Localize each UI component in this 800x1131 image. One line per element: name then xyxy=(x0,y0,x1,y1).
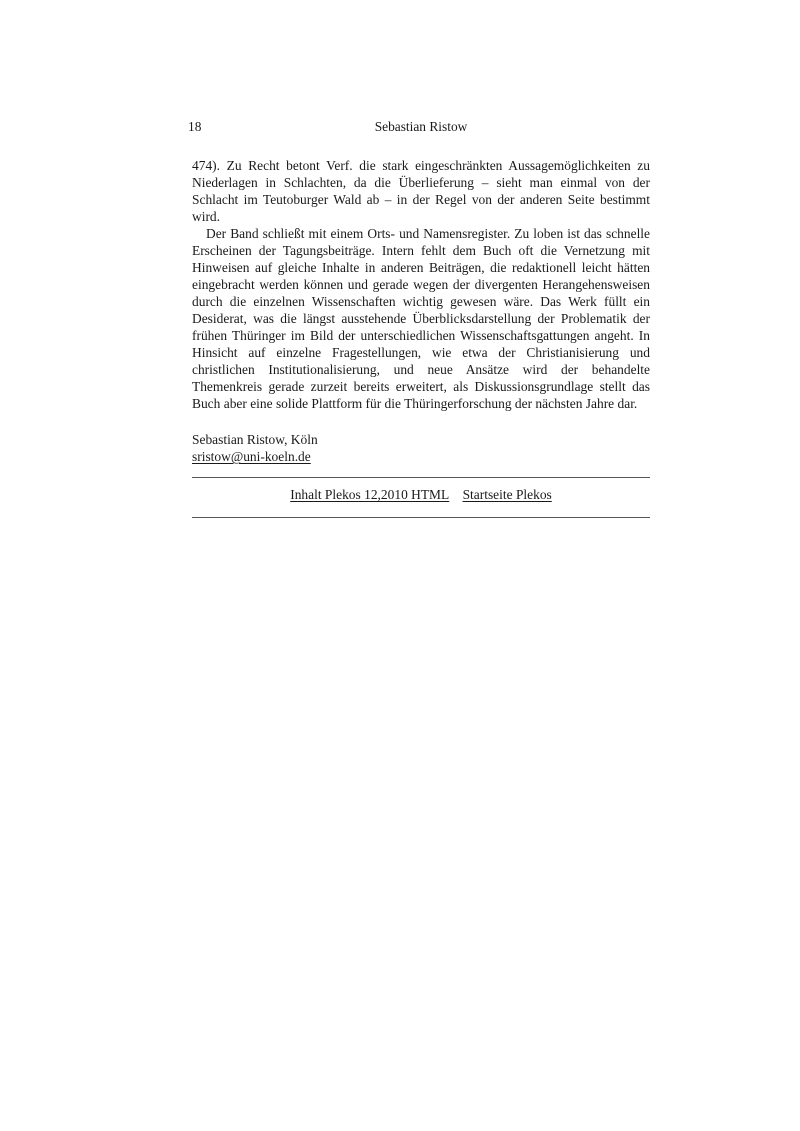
paragraph: 474). Zu Recht betont Verf. die stark eingeschränkten Aussagemöglichkeiten zu Niederlagen in Schlachten, da die Überlieferung – sieht man einmal von der Schlacht im Teutoburger Wald ab – in der Regel von der anderen Seite bestimmt wird. xyxy=(192,158,650,224)
divider-bottom xyxy=(192,517,650,518)
running-title: Sebastian Ristow xyxy=(374,119,468,134)
paragraph: Der Band schließt mit einem Orts- und Namensregister. Zu loben ist das schnelle Erscheinen der Tagungsbeiträge. Intern fehlt dem Buch oft die Vernetzung mit Hinweisen auf gleiche Inhalte in anderen Beiträgen, die redaktionell leicht hätten eingebracht werden können und gerade wegen der divergenten Herangehensweisen durch die einzelnen Wissenschaften wichtig gewesen wäre. Das Werk füllt ein Desiderat, was die längst ausstehende Überblicksdarstellung der Problematik der frühen Thüringer im Bild der unterschiedlichen Wissenschaftsgattungen angeht. In Hinsicht auf einzelne Fragestellungen, wie etwa der Christianisierung und christlichen Institutionalisierung, und neue Ansätze wird der behandelte Themenkreis gerade zurzeit bereits erweitert, als Diskussionsgrundlage stellt das Buch aber eine solide Plattform für die Thüringerforschung der nächsten Jahre dar. xyxy=(192,226,650,411)
footer-nav xyxy=(192,487,650,503)
page-header xyxy=(188,119,650,137)
review-body xyxy=(192,157,650,412)
divider-top xyxy=(192,477,650,478)
table-of-contents-link[interactable]: Inhalt Plekos 12,2010 HTML xyxy=(290,487,450,502)
homepage-link[interactable]: Startseite Plekos xyxy=(462,487,552,502)
email-link[interactable]: sristow@uni-koeln.de xyxy=(192,449,311,464)
signature-block xyxy=(192,431,318,465)
page-number: 18 xyxy=(188,119,202,134)
author-line: Sebastian Ristow, Köln xyxy=(192,432,318,447)
